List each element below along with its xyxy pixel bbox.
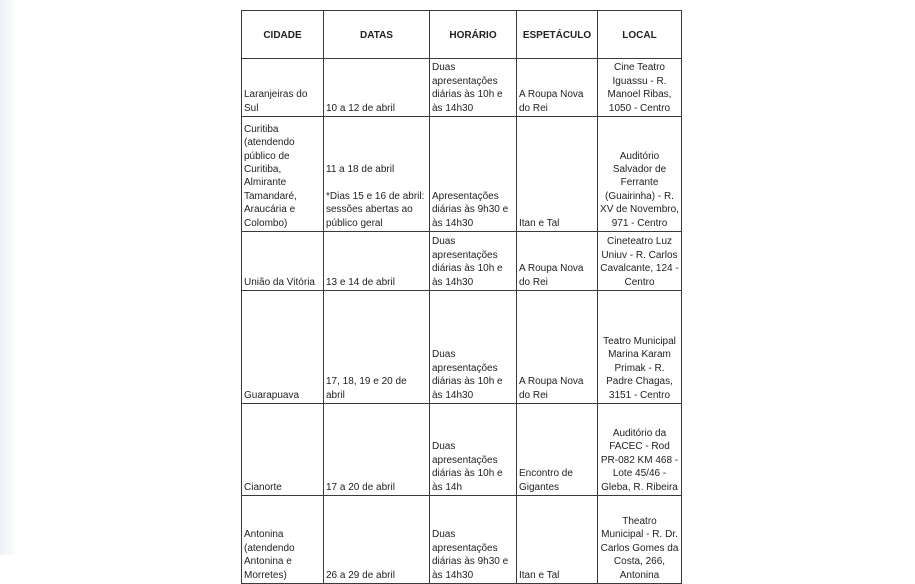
cell-local: Teatro Municipal Marina Karam Primak - R. Padre Chagas, 3151 - Centro (598, 291, 682, 404)
cell-datas (324, 291, 430, 404)
cell-espetaculo: Itan e Tal (517, 117, 598, 232)
table-row (242, 291, 682, 404)
cell-cidade: Guarapuava (242, 291, 324, 404)
dates-text: 11 a 18 de abril (326, 164, 395, 176)
table-row (242, 232, 682, 291)
cell-local: Cineteatro Luz Uniuv - R. Carlos Cavalcante, 124 - Centro (598, 232, 682, 291)
cell-espetaculo: A Roupa Nova do Rei (517, 291, 598, 404)
cell-cidade: Curitiba (atendendo público de Curitiba, Almirante Tamandaré, Araucária e Colombo) (242, 117, 324, 232)
table-row (242, 404, 682, 496)
dates-text: 26 a 29 de abril (326, 569, 395, 581)
cell-horario: Duas apresentações diárias às 10h e às 14h30 (430, 59, 517, 117)
dates-text: 13 e 14 de abril (326, 276, 395, 288)
header-horario: HORÁRIO (430, 11, 517, 59)
table-body (242, 59, 682, 584)
cell-datas (324, 496, 430, 584)
cell-espetaculo: Itan e Tal (517, 496, 598, 584)
dates-note: *Dias 15 e 16 de abril: sessões abertas ao público geral (326, 190, 425, 229)
schedule-table (241, 10, 682, 584)
header-cidade: CIDADE (242, 11, 324, 59)
cell-datas (324, 117, 430, 232)
cell-espetaculo: A Roupa Nova do Rei (517, 232, 598, 291)
cell-cidade: Laranjeiras do Sul (242, 59, 324, 117)
cell-datas (324, 59, 430, 117)
header-datas: DATAS (324, 11, 430, 59)
table-header (242, 11, 682, 59)
cell-cidade: União da Vitória (242, 232, 324, 291)
cell-cidade: Cianorte (242, 404, 324, 496)
cell-local: Auditório da FACEC - Rod PR-082 KM 468 - Lote 45/46 - Gleba, R. Ribeira (598, 404, 682, 496)
dates-text: 17, 18, 19 e 20 de abril (326, 376, 407, 401)
cell-horario: Duas apresentações diárias às 10h e às 14h (430, 404, 517, 496)
dates-text: 10 a 12 de abril (326, 102, 395, 114)
page-edge-shade (0, 0, 18, 555)
cell-horario: Apresentações diárias às 9h30 e às 14h30 (430, 117, 517, 232)
cell-horario: Duas apresentações diárias às 9h30 e às 14h30 (430, 496, 517, 584)
table-row (242, 117, 682, 232)
dates-text: 17 a 20 de abril (326, 481, 395, 493)
cell-espetaculo: Encontro de Gigantes (517, 404, 598, 496)
table-row (242, 59, 682, 117)
header-local: LOCAL (598, 11, 682, 59)
cell-horario: Duas apresentações diárias às 10h e às 14h30 (430, 291, 517, 404)
cell-local: Auditório Salvador de Ferrante (Guairinha) - R. XV de Novembro, 971 - Centro (598, 117, 682, 232)
cell-horario: Duas apresentações diárias às 10h e às 14h30 (430, 232, 517, 291)
cell-local: Theatro Municipal - R. Dr. Carlos Gomes da Costa, 266, Antonina (598, 496, 682, 584)
cell-cidade: Antonina (atendendo Antonina e Morretes) (242, 496, 324, 584)
cell-datas (324, 232, 430, 291)
cell-local: Cine Teatro Iguassu - R. Manoel Ribas, 1050 - Centro (598, 59, 682, 117)
cell-datas (324, 404, 430, 496)
header-espetaculo: ESPETÁCULO (517, 11, 598, 59)
header-row (242, 11, 682, 59)
table-row (242, 496, 682, 584)
cell-espetaculo: A Roupa Nova do Rei (517, 59, 598, 117)
